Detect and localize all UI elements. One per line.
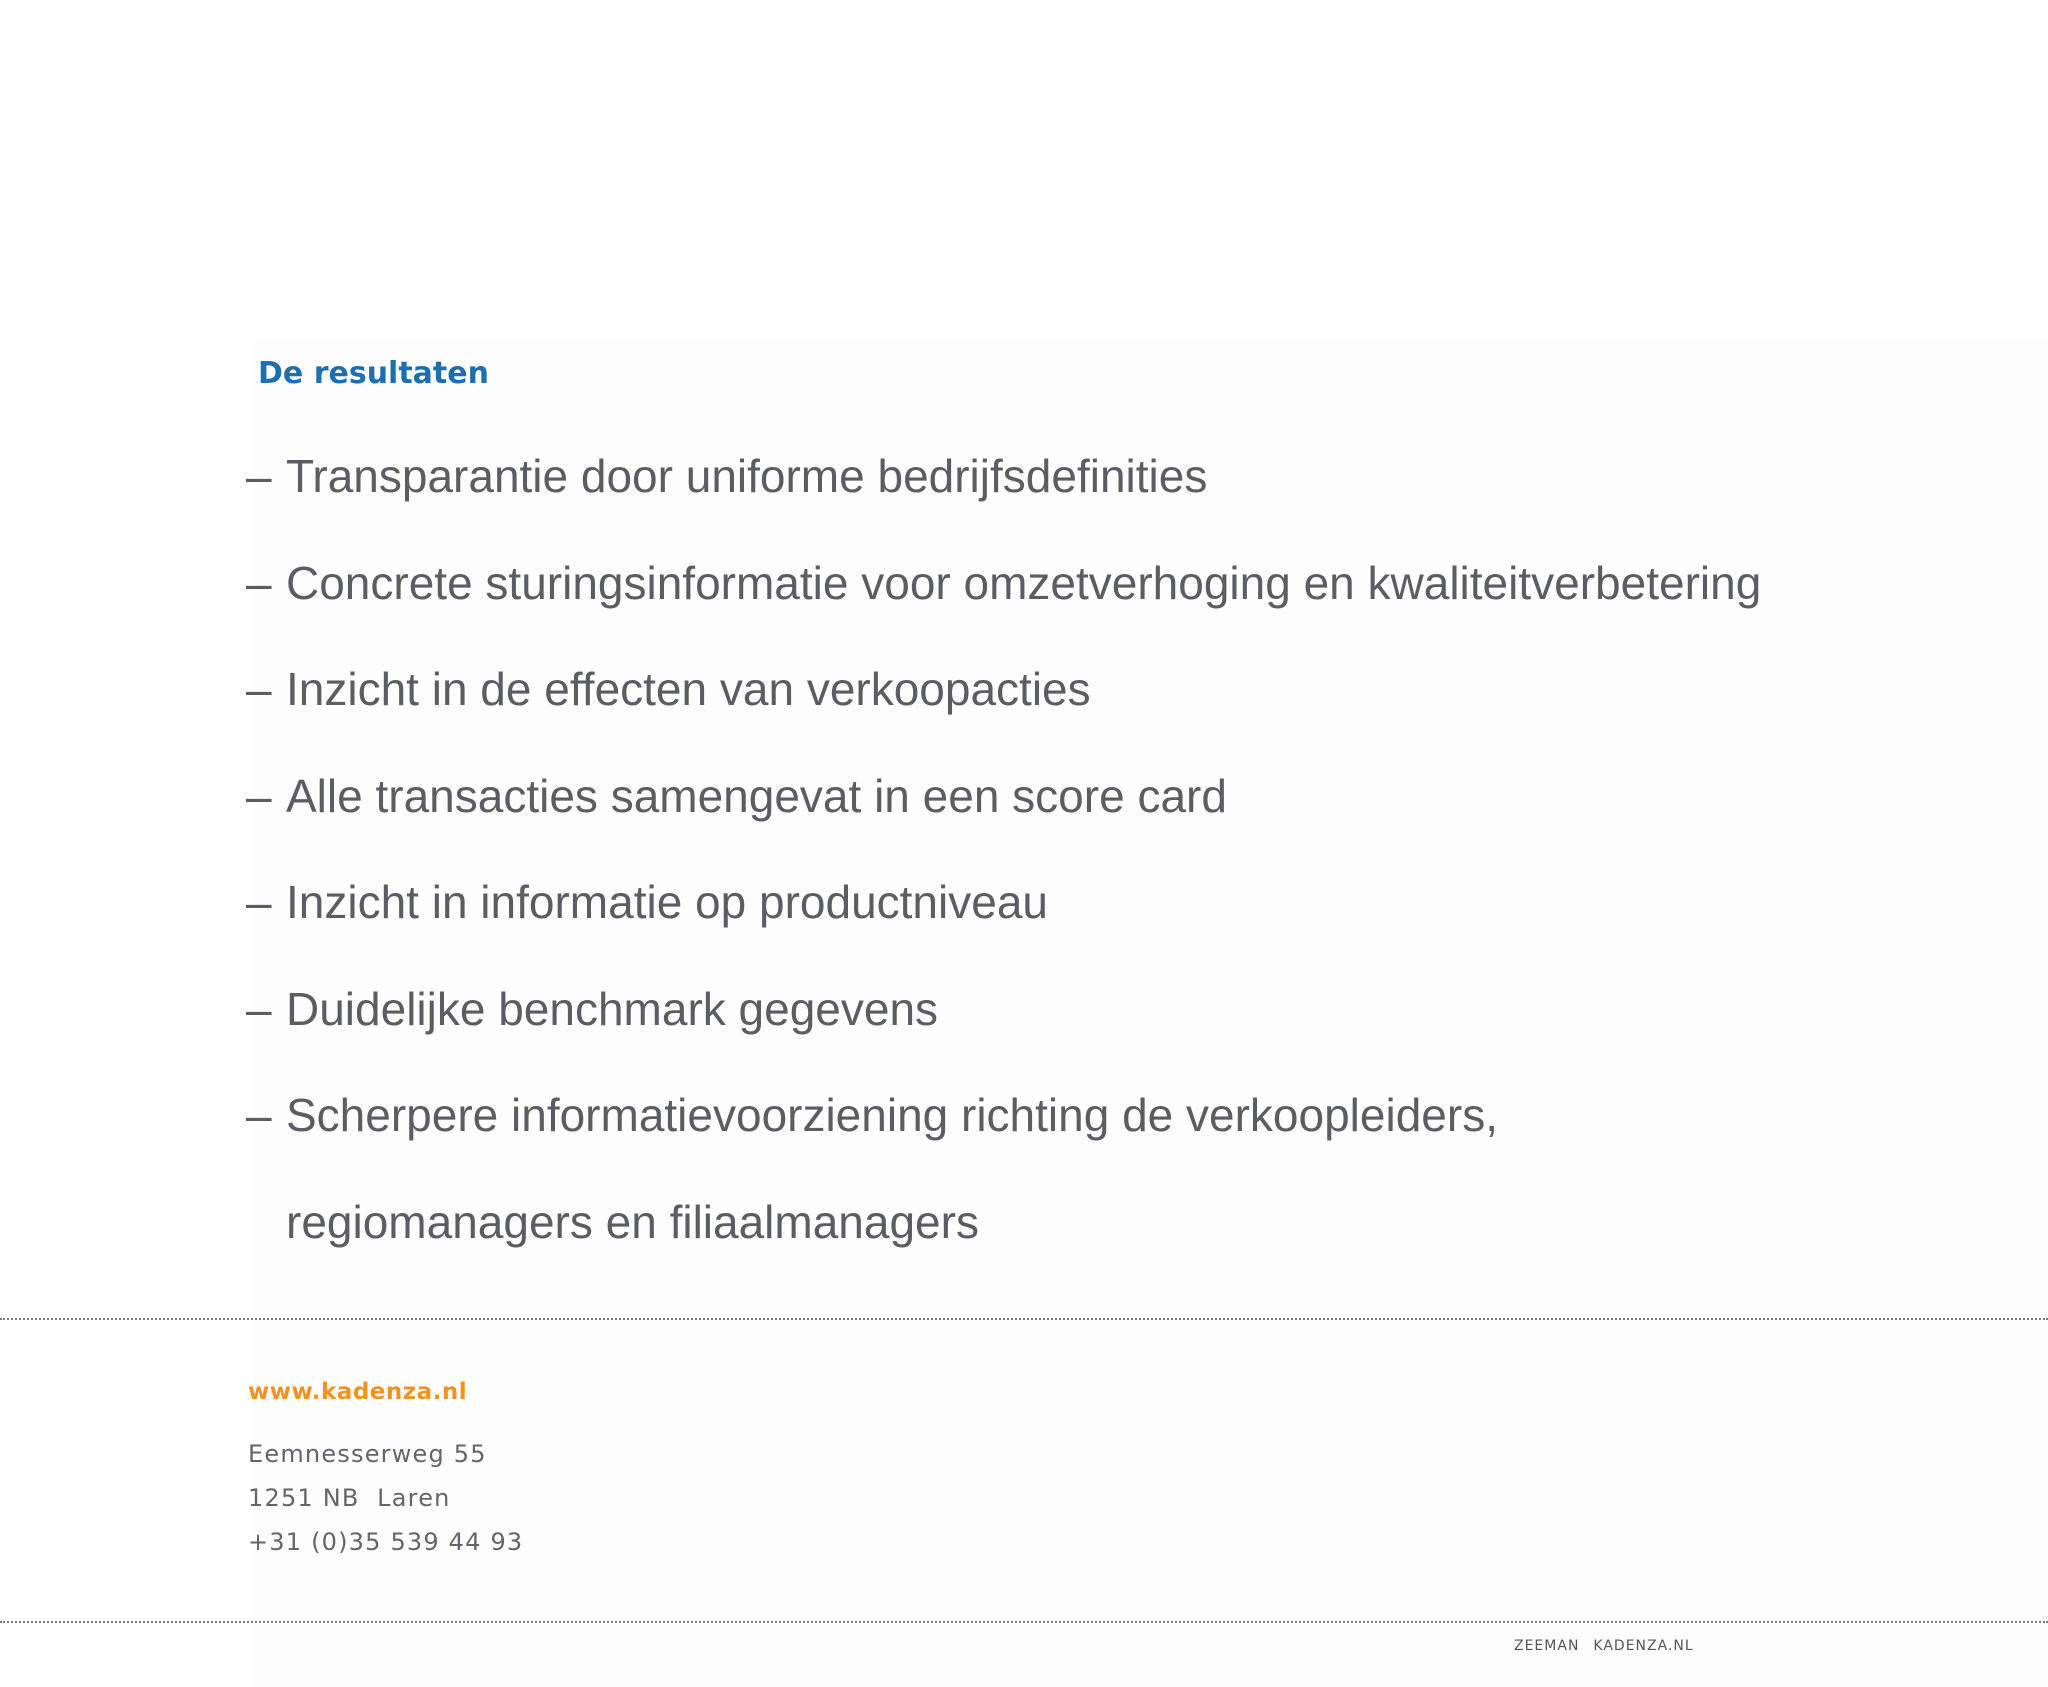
list-item [246,436,2026,543]
list-item-text: Alle transacties samengevat in een score card [286,769,1227,822]
brand-footer [1514,1638,1694,1654]
list-item-text: Transparantie door uniforme bedrijfsdefinities [286,450,1208,502]
dotted-divider-top [0,1318,2048,1320]
dash-bullet: – [246,1089,272,1141]
list-item-text: Concrete sturingsinformatie voor omzetverhoging en kwaliteitverbetering [286,556,1762,609]
list-item [246,649,2026,756]
list-item [246,862,2026,969]
list-item-text: Inzicht in informatie op productniveau [286,876,1048,928]
list-item-text: Duidelijke benchmark gegevens [286,982,939,1035]
brand-right: KADENZA.NL [1593,1638,1694,1654]
results-list [246,436,2026,1248]
list-item-continuation: regiomanagers en filiaalmanagers [286,1195,979,1248]
dotted-divider-bottom [0,1621,2048,1623]
list-item [246,1075,2026,1248]
dash-bullet: – [246,876,272,928]
address-block [248,1432,523,1564]
section-heading: De resultaten [258,356,489,391]
dash-bullet: – [246,769,272,822]
dash-bullet: – [246,663,272,715]
list-item-text: Scherpere informatievoorziening richting de verkoopleiders, [286,1089,1498,1141]
address-phone: +31 (0)35 539 44 93 [248,1528,524,1556]
list-item [246,969,2026,1076]
website-link[interactable]: www.kadenza.nl [248,1379,468,1405]
list-item [246,756,2026,863]
dash-bullet: – [246,450,272,502]
list-item-text: Inzicht in de effecten van verkoopacties [286,663,1091,715]
address-postal-city: 1251 NB Laren [248,1484,451,1512]
dash-bullet: – [246,982,272,1035]
list-item [246,543,2026,650]
address-street: Eemnesserweg 55 [248,1440,487,1468]
brand-left: ZEEMAN [1514,1638,1580,1654]
dash-bullet: – [246,556,272,609]
